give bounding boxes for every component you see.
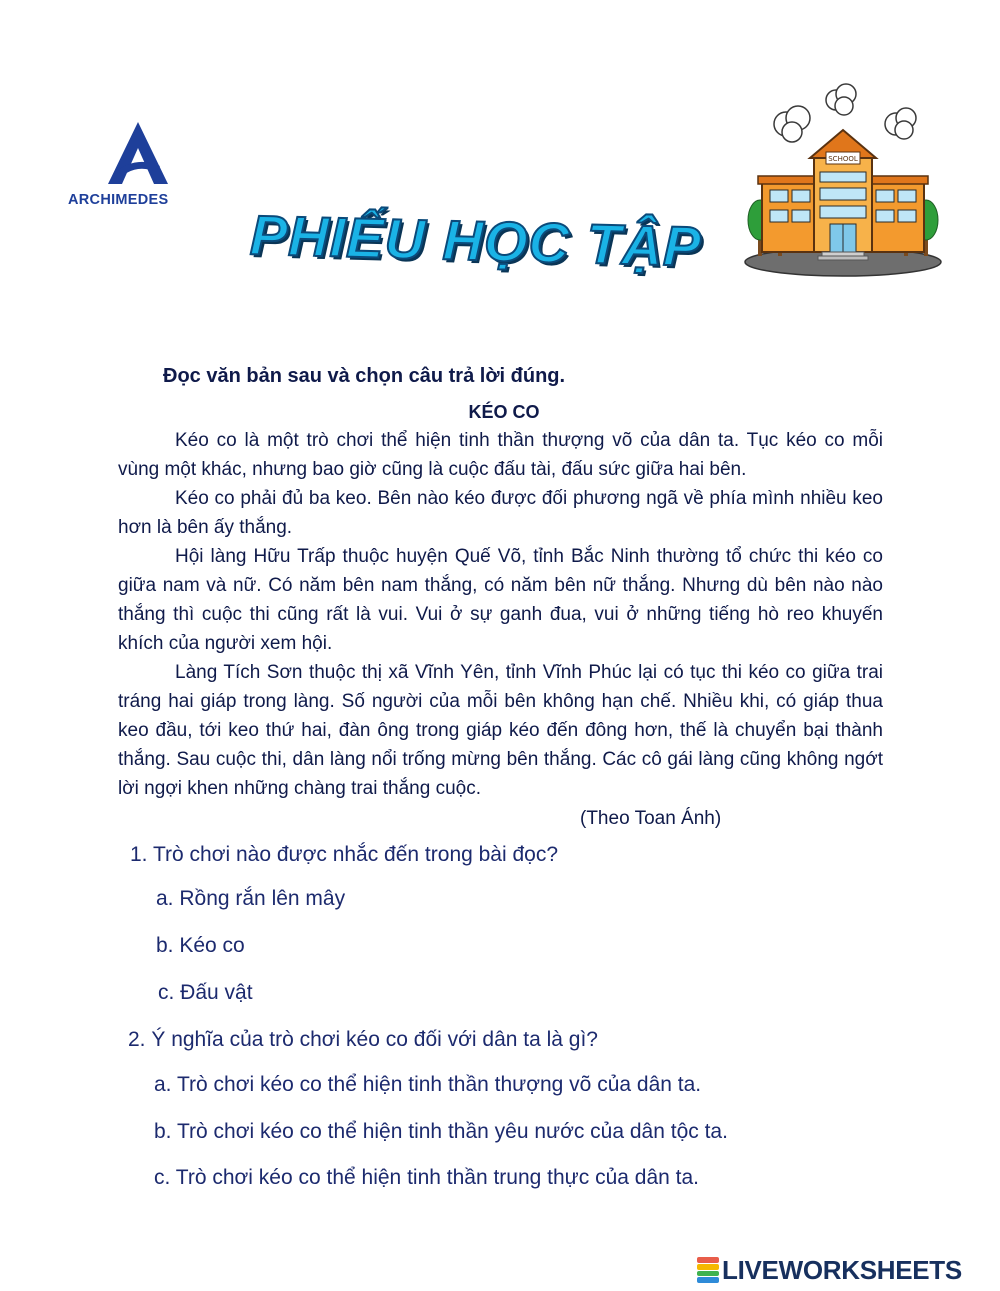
question-1-option-a[interactable]: a. Rồng rắn lên mây: [156, 887, 346, 910]
instruction: Đọc văn bản sau và chọn câu trả lời đúng.: [163, 365, 566, 387]
passage-paragraph: Kéo co là một trò chơi thể hiện tinh thần thượng võ của dân ta. Tục kéo co mỗi vùng một khác, nhưng bao giờ cũng là cuộc đấu tài, đấu sức giữa hai bên.: [118, 430, 883, 480]
liveworksheets-text: LIVEWORKSHEETS: [722, 1254, 962, 1285]
passage-paragraph: Hội làng Hữu Trấp thuộc huyện Quế Võ, tỉnh Bắc Ninh thường tổ chức thi kéo co giữa nam và nữ. Có năm bên nam thắng, có năm bên nữ thắng. Nhưng dù bên nào nào thắng thì cuộc thi cũng rất là vui. Vui ở sự ganh đua, vui ở những tiếng hò reo khuyến khích của người xem hội.: [118, 546, 883, 654]
question-2-option-b[interactable]: b. Trò chơi kéo co thể hiện tinh thần yêu nước của dân tộc ta.: [154, 1120, 728, 1143]
attribution: (Theo Toan Ánh): [580, 808, 722, 829]
passage-title-text: KÉO CO: [468, 402, 540, 422]
question-1-option-c[interactable]: c. Đấu vật: [158, 981, 253, 1004]
liveworksheets-icon: [697, 1257, 719, 1283]
passage-paragraph: Làng Tích Sơn thuộc thị xã Vĩnh Yên, tỉnh Vĩnh Phúc lại có tục thi kéo co giữa trai tráng hai giáp trong làng. Số người của mỗi bên không hạn chế. Nhiều khi, có giáp thua keo đầu, tới keo thứ hai, đàn ông trong giáp kéo đến đông hơn, thế là chuyển bại thành thắng. Sau cuộc thi, dân làng nổi trống mừng bên thắng. Các cô gái làng cũng không ngớt lời ngợi khen những chàng trai thắng cuộc.: [118, 662, 883, 799]
liveworksheets-brand: [697, 1254, 962, 1286]
passage-title: [0, 402, 1000, 423]
question-1-option-b[interactable]: b. Kéo co: [156, 934, 245, 957]
passage-paragraph: Kéo co phải đủ ba keo. Bên nào kéo được đối phương ngã về phía mình nhiều keo hơn là bên ấy thắng.: [118, 488, 883, 538]
question-1: 1. Trò chơi nào được nhắc đến trong bài đọc?: [130, 843, 559, 866]
question-2-option-c[interactable]: c. Trò chơi kéo co thể hiện tinh thần trung thực của dân ta.: [154, 1166, 699, 1189]
archimedes-logo-icon: [106, 120, 170, 186]
question-2: 2. Ý nghĩa của trò chơi kéo co đối với dân ta là gì?: [128, 1028, 598, 1051]
school-sign: SCHOOL: [828, 155, 858, 163]
page-title-text: PHIẾU HỌC TẬP: [249, 203, 703, 278]
logo-text: ARCHIMEDES: [68, 192, 169, 208]
archimedes-logo: [68, 120, 208, 220]
page-title: [249, 203, 720, 288]
school-illustration: [740, 80, 945, 280]
reading-passage: [118, 426, 883, 803]
question-2-option-a[interactable]: a. Trò chơi kéo co thể hiện tinh thần thượng võ của dân ta.: [154, 1073, 702, 1096]
